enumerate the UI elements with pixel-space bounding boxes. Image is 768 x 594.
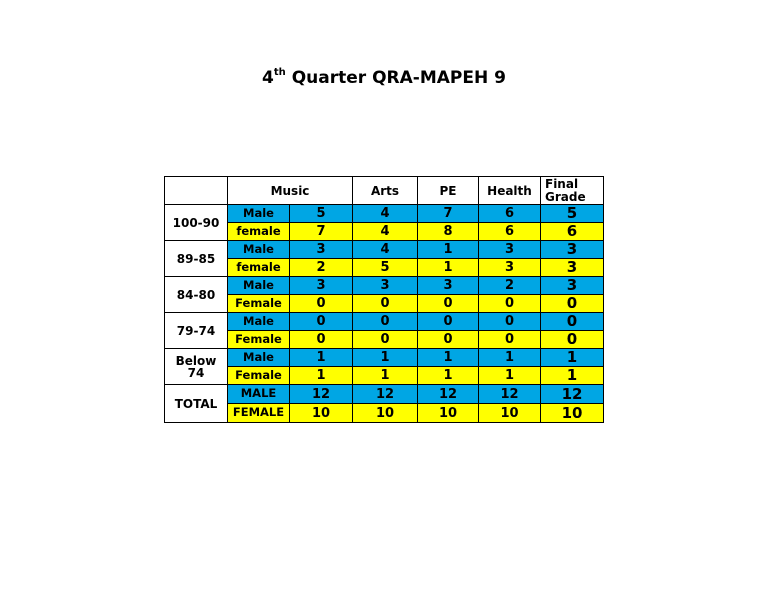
final-grade-value: 3 [541,277,604,295]
arts-value: 4 [353,223,418,241]
grades-table [164,176,604,423]
table-row [165,223,604,241]
music-value: 10 [290,404,353,423]
health-value: 10 [479,404,541,423]
table-row [165,277,604,295]
final-grade-value: 3 [541,241,604,259]
pe-value: 8 [418,223,479,241]
table-row [165,205,604,223]
range-line1: Below [175,353,217,368]
table-row [165,259,604,277]
pe-value: 0 [418,313,479,331]
table-row [165,367,604,385]
table-row [165,349,604,367]
header-final-line2: Grade [545,189,586,204]
arts-value: 1 [353,349,418,367]
final-grade-value: 0 [541,313,604,331]
music-value: 0 [290,295,353,313]
table-row [165,331,604,349]
health-value: 0 [479,313,541,331]
music-value: 1 [290,367,353,385]
header-row [165,177,604,205]
gender-cell: female [228,259,290,277]
arts-value: 4 [353,241,418,259]
arts-value: 1 [353,367,418,385]
pe-value: 7 [418,205,479,223]
table-row [165,404,604,423]
table-row [165,295,604,313]
music-value: 5 [290,205,353,223]
gender-cell: Male [228,241,290,259]
arts-value: 0 [353,331,418,349]
title-ordinal-suffix: th [273,67,286,79]
health-value: 12 [479,385,541,404]
gender-cell: Male [228,277,290,295]
range-cell: 84-80 [165,277,228,313]
header-blank-cell [165,177,228,205]
table-row [165,385,604,404]
final-grade-value: 12 [541,385,604,404]
health-value: 0 [479,331,541,349]
arts-value: 12 [353,385,418,404]
health-value: 2 [479,277,541,295]
header-arts: Arts [353,177,418,205]
gender-cell: Male [228,313,290,331]
final-grade-value: 0 [541,295,604,313]
pe-value: 3 [418,277,479,295]
final-grade-value: 1 [541,367,604,385]
arts-value: 4 [353,205,418,223]
page-title [0,68,768,88]
header-health: Health [479,177,541,205]
music-value: 0 [290,313,353,331]
gender-cell: Female [228,295,290,313]
header-pe: PE [418,177,479,205]
gender-cell: Female [228,367,290,385]
range-cell: TOTAL [165,385,228,423]
pe-value: 1 [418,367,479,385]
title-text: Quarter QRA-MAPEH 9 [285,68,506,88]
health-value: 1 [479,367,541,385]
table-row [165,313,604,331]
arts-value: 0 [353,313,418,331]
music-value: 12 [290,385,353,404]
music-value: 0 [290,331,353,349]
pe-value: 0 [418,331,479,349]
music-value: 2 [290,259,353,277]
music-value: 3 [290,277,353,295]
gender-cell: FEMALE [228,404,290,423]
header-music: Music [228,177,353,205]
title-number: 4 [262,68,274,88]
final-grade-value: 0 [541,331,604,349]
table-row [165,241,604,259]
arts-value: 3 [353,277,418,295]
health-value: 0 [479,295,541,313]
header-final-line1: Final [545,176,579,191]
final-grade-value: 10 [541,404,604,423]
health-value: 6 [479,205,541,223]
final-grade-value: 5 [541,205,604,223]
header-final-grade [541,177,604,205]
arts-value: 10 [353,404,418,423]
gender-cell: female [228,223,290,241]
music-value: 7 [290,223,353,241]
final-grade-value: 3 [541,259,604,277]
pe-value: 1 [418,259,479,277]
final-grade-value: 1 [541,349,604,367]
final-grade-value: 6 [541,223,604,241]
arts-value: 0 [353,295,418,313]
pe-value: 1 [418,349,479,367]
range-cell: 100-90 [165,205,228,241]
pe-value: 1 [418,241,479,259]
gender-cell: Male [228,205,290,223]
health-value: 1 [479,349,541,367]
health-value: 3 [479,241,541,259]
music-value: 1 [290,349,353,367]
gender-cell: MALE [228,385,290,404]
range-cell: 79-74 [165,313,228,349]
gender-cell: Female [228,331,290,349]
pe-value: 12 [418,385,479,404]
pe-value: 10 [418,404,479,423]
health-value: 6 [479,223,541,241]
range-line2: 74 [187,365,205,380]
health-value: 3 [479,259,541,277]
music-value: 3 [290,241,353,259]
range-cell [165,349,228,385]
range-cell: 89-85 [165,241,228,277]
arts-value: 5 [353,259,418,277]
pe-value: 0 [418,295,479,313]
gender-cell: Male [228,349,290,367]
